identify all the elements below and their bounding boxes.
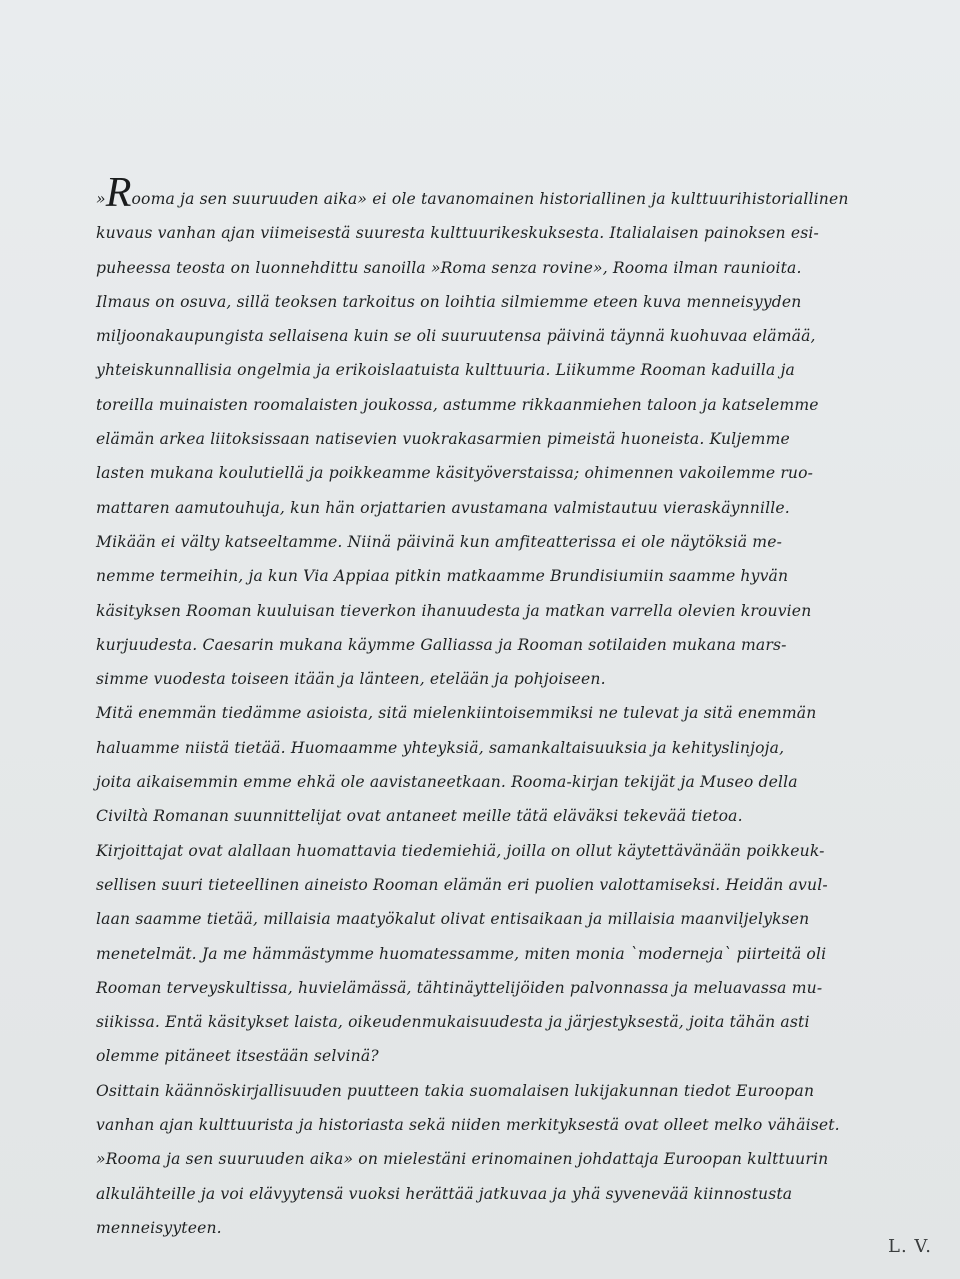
drop-cap: R [105,170,132,216]
text-line: haluamme niistä tietää. Huomaamme yhteyksiä, samankaltaisuuksia ja kehityslinjoja, [96,738,785,757]
text-line: Civiltà Romanan suunnittelijat ovat antaneet meille tätä eläväksi tekevää tietoa. [96,807,743,826]
text-line: olemme pitäneet itsestään selvinä? [96,1047,379,1066]
text-line: Ilmaus on osuva, sillä teoksen tarkoitus on loihtia silmiemme eteen kuva menneisyyden [96,292,802,311]
body-text [96,170,926,1245]
text-line: kurjuudesta. Caesarin mukana käymme Galliassa ja Rooman sotilaiden mukana mars- [96,635,787,654]
text-line: käsityksen Rooman kuuluisan tieverkon ihanuudesta ja matkan varrella olevien krouvien [96,601,812,620]
text-line: »Rooma ja sen suuruuden aika» on mielestäni erinomainen johdattaja Euroopan kulttuurin [96,1150,829,1169]
text-line: »Rooma ja sen suuruuden aika» ei ole tavanomainen historiallinen ja kulttuurihistoriallinen [96,170,849,216]
text-line: Mikään ei välty katseeltamme. Niinä päivinä kun amfiteatterissa ei ole näytöksiä me- [96,532,783,551]
text-line: sellisen suuri tieteellinen aineisto Rooman elämän eri puolien valottamiseksi. Heidän avul- [96,875,828,894]
text-line: mattaren aamutouhuja, kun hän orjattarien avustamana valmistautuu vieraskäynnille. [96,498,790,517]
text-line: laan saamme tietää, millaisia maatyökalut olivat entisaikaan ja millaisia maanviljelyksen [96,910,810,929]
text-line: simme vuodesta toiseen itään ja länteen, etelään ja pohjoiseen. [96,670,606,689]
text-line: Mitä enemmän tiedämme asioista, sitä mielenkiintoisemmiksi ne tulevat ja sitä enemmän [96,704,817,723]
text-line: menneisyyteen. [96,1218,222,1237]
text-line: lasten mukana koulutiellä ja poikkeamme käsityöverstaissa; ohimennen vakoilemme ruo- [96,464,814,483]
text-line: Osittain käännöskirjallisuuden puutteen takia suomalaisen lukijakunnan tiedot Euroopan [96,1081,815,1100]
text-line: toreilla muinaisten roomalaisten joukossa, astumme rikkaanmiehen taloon ja katselemme [96,395,819,414]
text-line: yhteiskunnallisia ongelmia ja erikoislaatuista kulttuuria. Liikumme Rooman kaduilla ja [96,361,796,380]
text-line: nemme termeihin, ja kun Via Appiaa pitkin matkaamme Brundisiumiin saamme hyvän [96,567,789,586]
text-line: menetelmät. Ja me hämmästymme huomatessamme, miten monia `moderneja` piirteitä oli [96,944,827,963]
text-line: kuvaus vanhan ajan viimeisestä suuresta kulttuurikeskuksesta. Italialaisen painoksen esi- [96,224,819,243]
text-line: elämän arkea liitoksissaan natisevien vuokrakasarmien pimeistä huoneista. Kuljemme [96,430,790,449]
author-signature: L. V. [888,1236,932,1257]
text-line: puheessa teosta on luonnehdittu sanoilla »Roma senza rovine», Rooma ilman raunioita. [96,258,802,277]
text-line: miljoonakaupungista sellaisena kuin se oli suuruutensa päivinä täynnä kuohuvaa elämää, [96,327,816,346]
text-line: Kirjoittajat ovat alallaan huomattavia tiedemiehiä, joilla on ollut käytettävänään poikkeuk- [96,841,825,860]
text-line: vanhan ajan kulttuurista ja historiasta sekä niiden merkityksestä ovat olleet melko vähäiset. [96,1116,840,1135]
text-line: alkulähteille ja voi elävyytensä vuoksi herättää jatkuvaa ja yhä syvenevää kiinnostusta [96,1184,793,1203]
text-line: siikissa. Entä käsitykset laista, oikeudenmukaisuudesta ja järjestyksestä, joita tähän asti [96,1013,810,1032]
text-line: joita aikaisemmin emme ehkä ole aavistaneetkaan. Rooma-kirjan tekijät ja Museo della [96,773,798,792]
text-line: Rooman terveyskultissa, huvielämässä, tähtinäyttelijöiden palvonnassa ja meluavassa mu- [96,978,823,997]
